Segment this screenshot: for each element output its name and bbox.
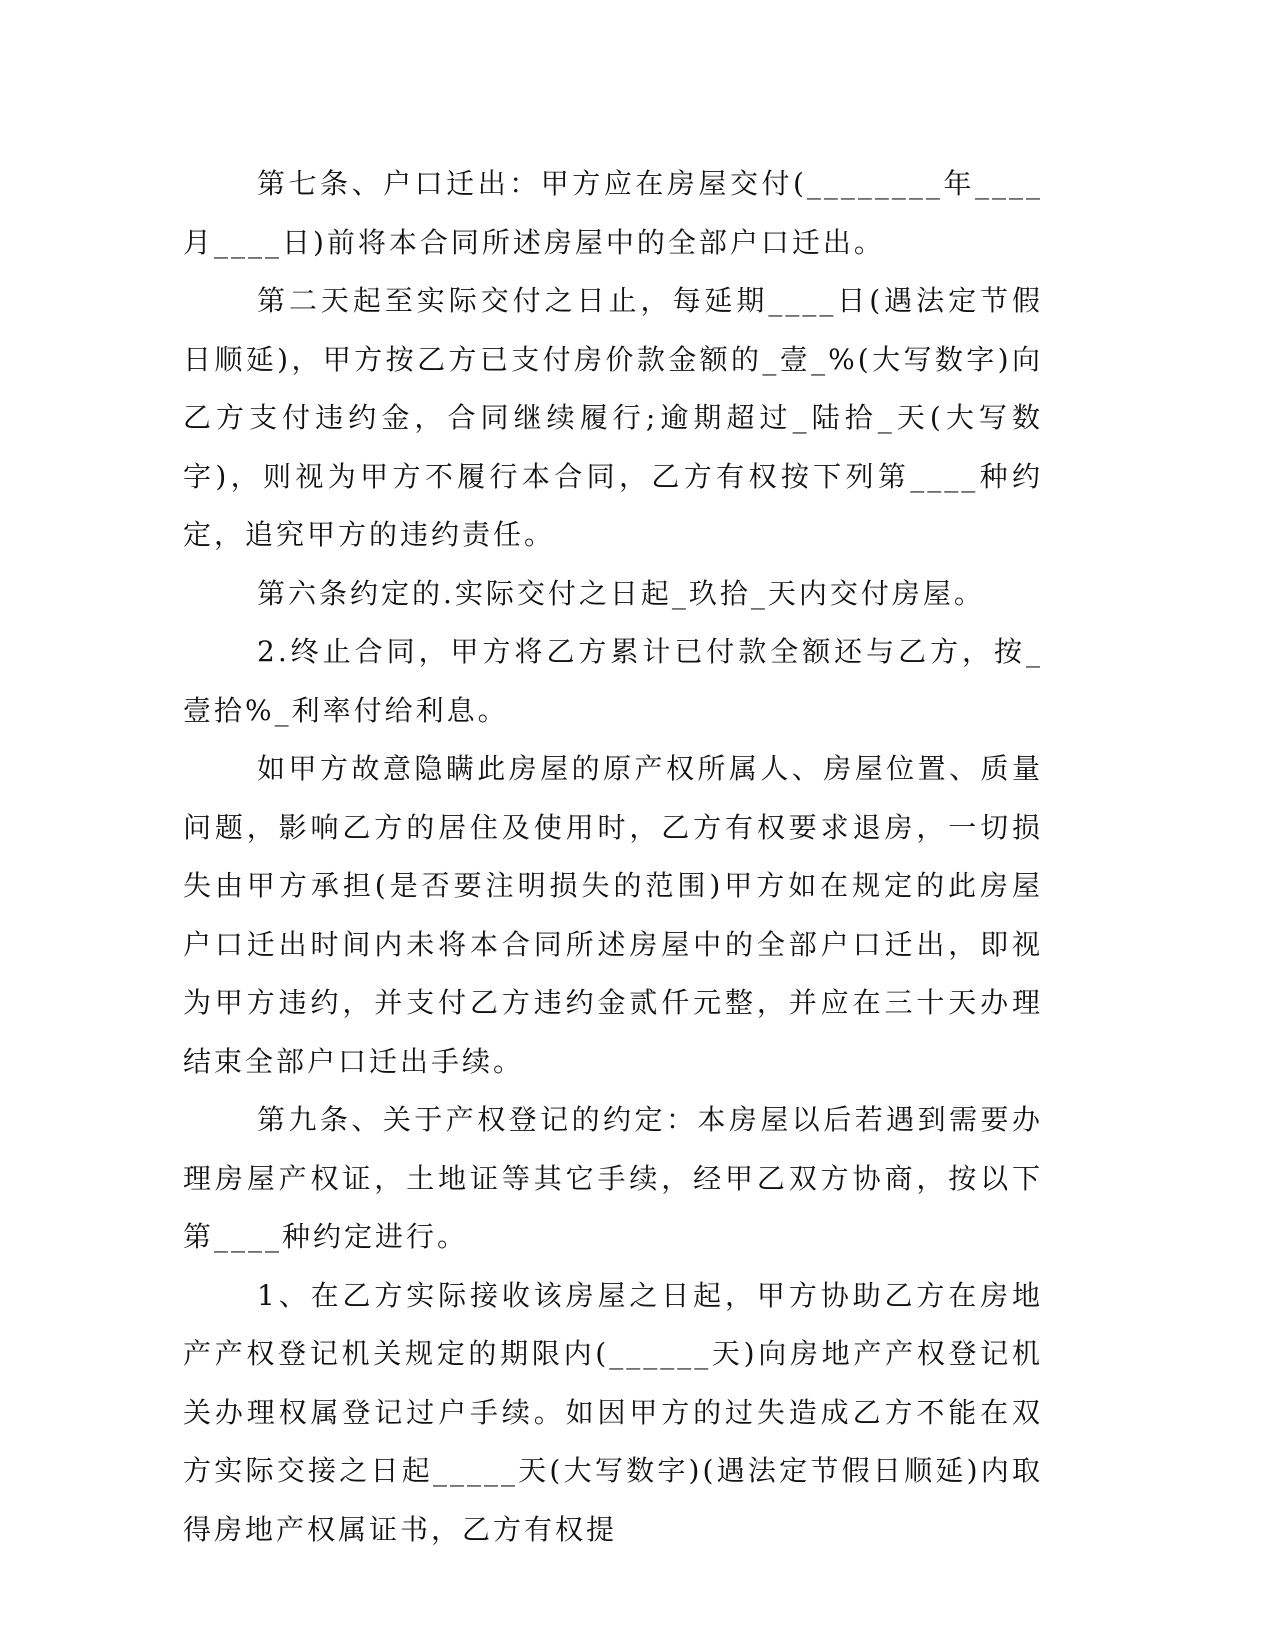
paragraph-article-7-household-registration: 第七条、户口迁出：甲方应在房屋交付(________年____月____日)前将本合同所述房屋中的全部户口迁出。	[183, 167, 1043, 259]
paragraph-registration-procedure: 1、在乙方实际接收该房屋之日起，甲方协助乙方在房地产产权登记机关规定的期限内(______天)向房地产产权登记机关办理权属登记过户手续。如因甲方的过失造成乙方不能在双方实际交接之日起_____天(大写数字)(遇法定节假日顺延)内取得房地产权属证书，乙方有权提	[183, 1278, 1043, 1546]
paragraph-delivery-deadline: 第六条约定的.实际交付之日起_玖拾_天内交付房屋。	[257, 576, 985, 610]
document-body	[183, 155, 1043, 1559]
paragraph-concealment-liability: 如甲方故意隐瞒此房屋的原产权所属人、房屋位置、质量问题，影响乙方的居住及使用时，乙方有权要求退房，一切损失由甲方承担(是否要注明损失的范围)甲方如在规定的此房屋户口迁出时间内未将本合同所述房屋中的全部户口迁出，即视为甲方违约，并支付乙方违约金贰仟元整，并应在三十天办理结束全部户口迁出手续。	[183, 752, 1043, 1078]
paragraph-delay-penalty: 第二天起至实际交付之日止，每延期____日(遇法定节假日顺延)，甲方按乙方已支付房价款金额的_壹_%(大写数字)向乙方支付违约金，合同继续履行;逾期超过_陆拾_天(大写数字)，则视为甲方不履行本合同，乙方有权按下列第____种约定，追究甲方的违约责任。	[183, 284, 1043, 551]
paragraph-terminate-contract: 2.终止合同，甲方将乙方累计已付款全额还与乙方，按_壹拾%_利率付给利息。	[183, 635, 1043, 727]
paragraph-article-9-property-registration: 第九条、关于产权登记的约定：本房屋以后若遇到需要办理房屋产权证，土地证等其它手续，经甲乙双方协商，按以下第____种约定进行。	[183, 1103, 1043, 1253]
